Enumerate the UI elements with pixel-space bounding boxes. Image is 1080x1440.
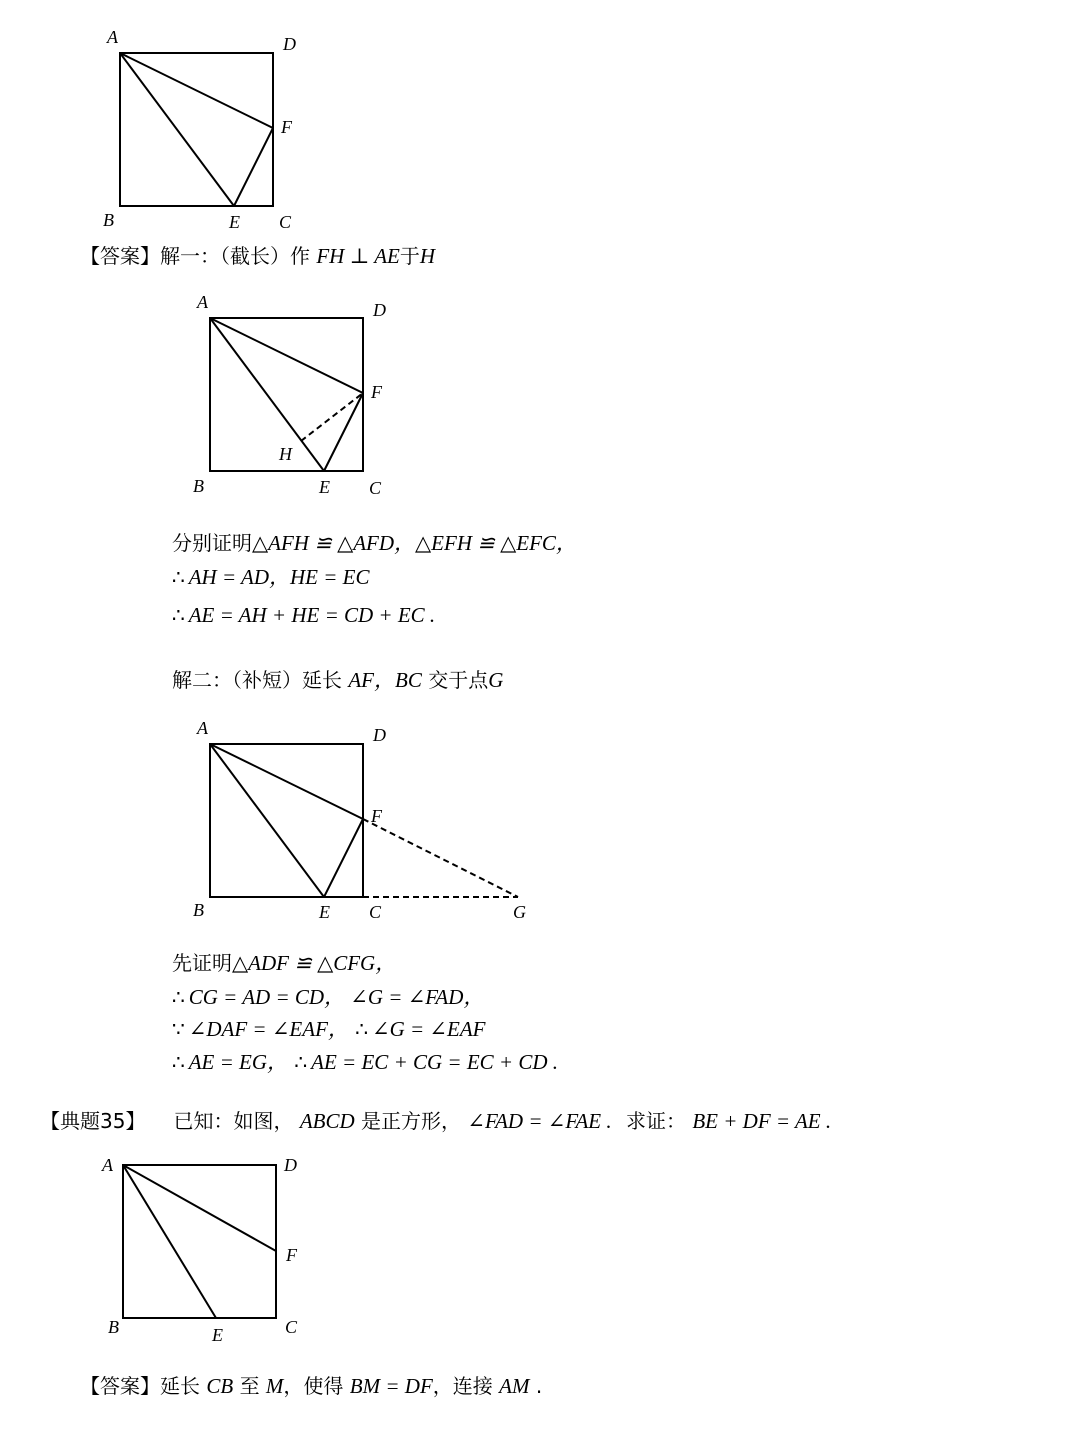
solution-1-at: 于 [399,244,420,268]
label-e: E [229,212,240,232]
label-a: A [107,27,118,47]
proof-2-step-3a: ∠DAF = ∠EAF， [188,1017,349,1041]
proof-2-step-4b: AE = EC + CG = EC + CD . [311,1050,559,1074]
therefore-symbol: ∴ [172,1050,185,1074]
proof-2-step-2: CG = AD = CD， ∠G = ∠FAD， [188,985,485,1009]
segment-af [123,1165,276,1251]
answer-2-text-5: . [529,1374,543,1398]
problem-35-tag: 【典题35】 [40,1109,146,1133]
label-f: F [281,117,292,137]
label-e: E [212,1325,223,1345]
label-b: B [193,900,204,920]
figure-2 [185,290,405,505]
label-c: C [285,1317,298,1337]
proof-1-step-2: AH = AD，HE = EC [188,565,370,589]
therefore-symbol: ∴ [172,603,185,627]
label-d: D [283,34,296,54]
proof-1-prefix: 分别证明 [172,531,252,555]
figure-1 [95,25,315,240]
segment-af [210,744,363,819]
proof-2-line-3 [172,1016,486,1042]
figure-3 [185,716,545,931]
label-a: A [102,1155,113,1175]
label-e: E [319,477,330,497]
label-d: D [373,725,386,745]
label-c: C [369,478,382,498]
square-abcd [210,744,363,897]
segment-ae [210,744,324,897]
answer-2-math-4: AM [499,1374,530,1398]
proof-2-prefix: 先证明 [172,951,232,975]
problem-35-line [40,1108,831,1134]
solution-1-math: FH ⊥ AE [316,244,400,268]
therefore-symbol: ∴ [294,1050,308,1074]
square-abcd [123,1165,276,1318]
proof-1-step-3: AE = AH + HE = CD + EC . [188,603,436,627]
therefore-symbol: ∴ [172,565,185,589]
problem-35-math-3: BE + DF = AE . [692,1109,832,1133]
label-a: A [197,292,208,312]
label-d: D [373,300,386,320]
label-a: A [197,718,208,738]
segment-ef [234,128,273,206]
segment-af [210,318,363,393]
problem-35-math-2: ∠FAD = ∠FAE . [467,1109,612,1133]
proof-2-line-2 [172,984,484,1010]
segment-ae [120,53,234,206]
label-c: C [369,902,382,922]
answer-2-math-1: CB [206,1374,234,1398]
square-abcd [120,53,273,206]
answer-2-math-2: M [265,1374,284,1398]
proof-1-math: △AFH ≌ △AFD，△EFH ≌ △EFC， [252,531,577,555]
proof-2-step-4a: AE = EG， [188,1050,289,1074]
label-f: F [371,382,382,402]
figure-4 [98,1137,318,1352]
solution-2-line [172,667,503,693]
solution-1-intro: 解一：（截长）作 [160,244,310,268]
segment-fh-dashed [301,393,363,441]
label-b: B [108,1317,119,1337]
answer-2-text-3: ，使得 [283,1374,344,1398]
problem-35-text-1: 已知：如图， [173,1109,294,1133]
proof-2-line-1 [172,950,396,976]
label-d: D [284,1155,297,1175]
label-f: F [286,1245,297,1265]
therefore-symbol: ∴ [172,985,185,1009]
label-b: B [193,476,204,496]
problem-35-text-3: 求证： [625,1109,686,1133]
segment-ae [123,1165,216,1318]
label-e: E [319,902,330,922]
segment-ef [324,819,363,897]
solution-2-math: AF，BC [348,668,422,692]
therefore-symbol: ∴ [355,1017,368,1041]
solution-2-mid: 交于点 [428,668,489,692]
answer-tag: 【答案】 [80,244,160,268]
label-h: H [279,444,292,464]
problem-35-math-1: ABCD [299,1109,355,1133]
answer-2-tag: 【答案】 [80,1374,160,1398]
segment-ef [324,393,363,471]
answer-2-text-2: 至 [239,1374,260,1398]
proof-1-line-3 [172,602,435,628]
answer-1-line [80,243,435,269]
answer-2-line [80,1373,542,1399]
label-b: B [103,210,114,230]
answer-2-text-1: 延长 [160,1374,200,1398]
proof-2-math: △ADF ≌ △CFG， [232,951,397,975]
segment-fg-dashed [363,819,518,897]
proof-2-step-3b: ∠G = ∠EAF [372,1017,486,1041]
label-g: G [513,902,526,922]
answer-2-text-4: ，连接 [432,1374,493,1398]
label-f: F [371,806,382,826]
because-symbol: ∵ [172,1017,185,1041]
proof-1-line-2 [172,564,370,590]
solution-2-point: G [488,668,504,692]
segment-ae [210,318,324,471]
label-c: C [279,212,292,232]
solution-1-point: H [419,244,436,268]
problem-35-text-2: 是正方形， [361,1109,461,1133]
answer-2-math-3: BM = DF [349,1374,433,1398]
proof-2-line-4 [172,1049,558,1075]
segment-af [120,53,273,128]
solution-2-intro: 解二：（补短）延长 [172,668,342,692]
proof-1-line-1 [172,530,577,556]
